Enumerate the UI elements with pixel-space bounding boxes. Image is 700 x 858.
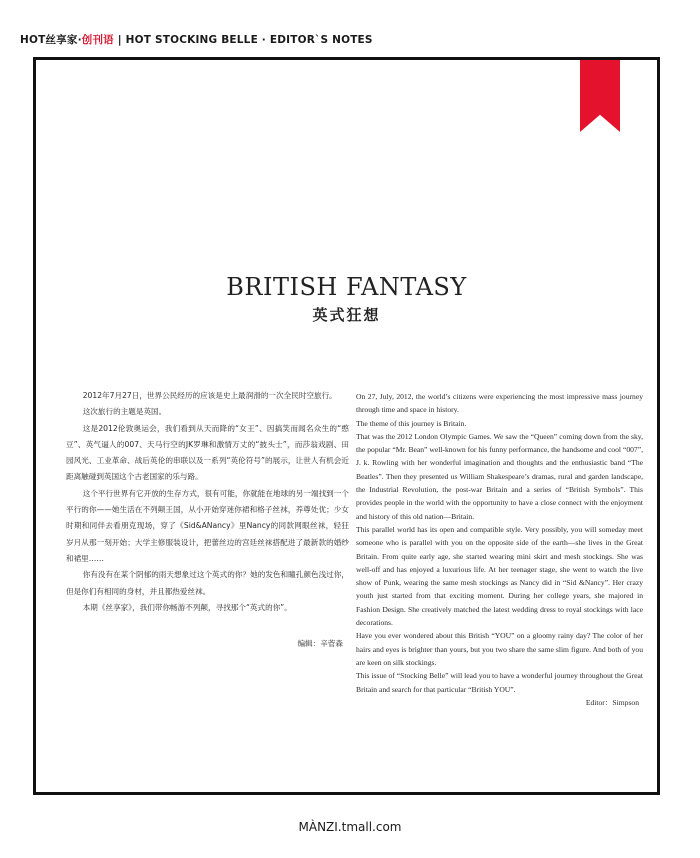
header-brand-prefix: HOT丝享家· (20, 34, 82, 46)
footer-url[interactable]: MÀNZI.tmall.com (298, 820, 402, 834)
cn-signature: 编辑：辛菅森 (297, 639, 343, 649)
page-header (20, 32, 373, 47)
cn-paragraph: 你有没有在某个阴郁的雨天想象过这个英式的你？她的发色和瞳孔颜色浅过你，但是你们有相同的身材，并且都热爱丝袜。 (66, 570, 349, 596)
en-paragraph: On 27, July, 2012, the world’s citizens were experiencing the most impressive mass journey through time and space in history. (356, 392, 643, 415)
article-frame (33, 57, 660, 795)
chinese-column (66, 388, 349, 652)
en-paragraph: This issue of “Stocking Belle” will lead you to have a wonderful journey throughout the Great Britain and search for that particular “British YOU”. (356, 671, 643, 694)
header-section-label: | HOT STOCKING BELLE · EDITOR`S NOTES (113, 34, 373, 46)
title-chinese: 英式狂想 (312, 306, 381, 324)
cn-paragraph: 2012年7月27日，世界公民经历的应该是史上最润滑的一次全民时空旅行。 (82, 391, 337, 400)
cn-paragraph: 这是2012伦敦奥运会，我们看到从天而降的“女王”、因搞笑而闻名众生的“憨豆”、英气逼人的007、天马行空的JK罗琳和激情万丈的“披头士”，而莎翁戏剧、田园风光、工业革命、战后英伦的串联以及一系列“英伦符号”的展示，让世人有机会近距离触碰到英国这个古老国家的乐与路。 (66, 423, 349, 482)
en-paragraph: Have you ever wondered about this British “YOU” on a gloomy rainy day? The color of her hairs and eyes is brighter than yours, but you two share the same slim figure. And both of you are keen on silk stockings. (356, 631, 643, 667)
title-english: BRITISH FANTASY (226, 273, 467, 301)
en-signature: Editor：Simpson (585, 697, 639, 707)
header-brand-red: 创刊语 (81, 34, 114, 46)
en-paragraph: This parallel world has its open and compatible style. Very possibly, you will someday meet someone who is parallel with you on the opposite side of the earth—she lives in the Great Britain. From quite early age, she started wearing mini skirt and mesh stockings. She was well-off and has enjoyed a luxurious life. At her teenager stage, she went to watch the live show of Punk, wearing the same mesh stockings as Nancy did in “Sid &Nancy”. Her crazy youth just started from that exciting moment. During her college years, she majored in Fashion Design. She creatively matched the latest wedding dress to royal stockings with lace decorations. (356, 524, 643, 628)
bookmark-ribbon-icon (580, 60, 620, 132)
cn-paragraph: 这次旅行的主题是英国。 (82, 407, 167, 417)
en-paragraph: That was the 2012 London Olympic Games. We saw the “Queen” coming down from the sky, the popular “Mr. Bean” well-known for his funny performance, the handsome and cool “007”, J. k. Rowling with her wonderful imagination and thoughts and the enthusiastic band “The Beatles”. Then they presented us William Shakespeare’s dramas, rural and garden landscape, the Industrial Revolution, the post-war Britain and a series of “British Symbols”. This provides people in the world with the opportunity to have a close connect with the enjoyment and history of this old nation—Britain. (356, 431, 643, 521)
cn-paragraph: 本期《丝享家》，我们带你畅游不列颠，寻找那个“英式的你”。 (82, 602, 292, 612)
english-column (356, 390, 643, 709)
en-paragraph: The theme of this journey is Britain. (356, 418, 467, 428)
cn-paragraph: 这个平行世界有它开放的生存方式，很有可能，你就能在地球的另一端找到一个平行的你——她生活在不列颠王国，从小开始穿迷你裙和格子丝袜，养尊处优；少女时期和同伴去看朋克现场，穿了《Sid&ANancy》里Nancy的同款网眼丝袜，轻狂岁月从那一刻开始；大学主修服装设计，把蕾丝边的宫廷丝袜搭配进了最新款的婚纱和裙里…… (66, 488, 349, 563)
